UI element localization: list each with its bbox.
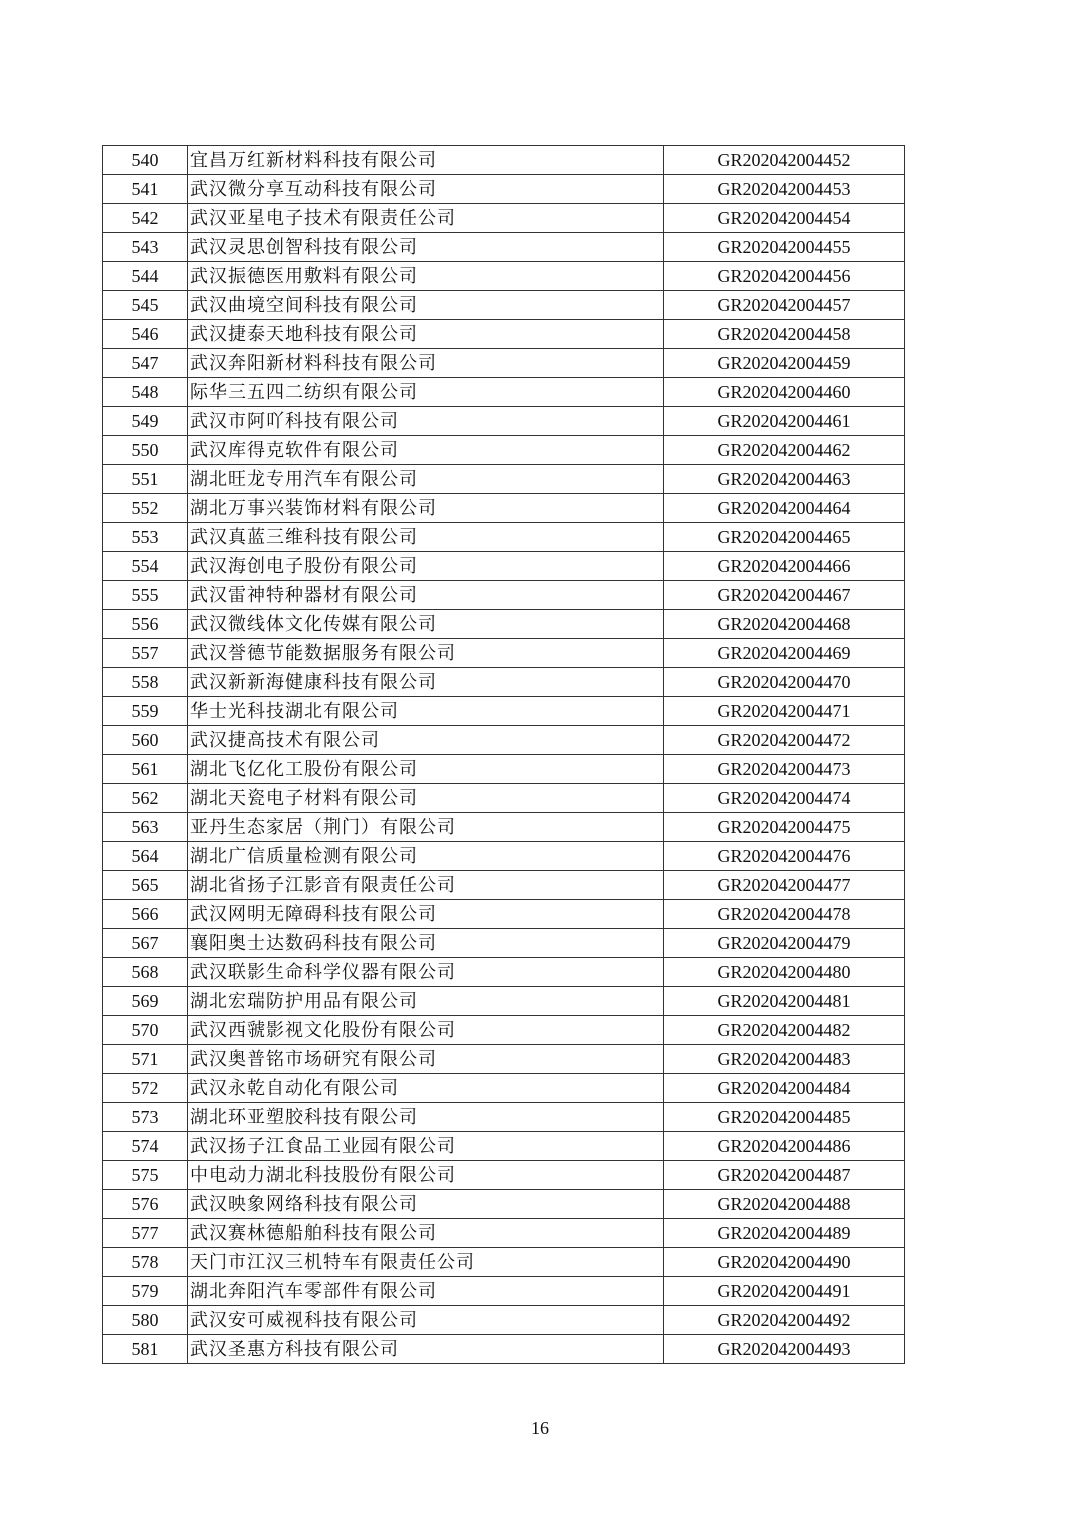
certificate-code: GR202042004485 xyxy=(664,1103,905,1132)
company-name: 宜昌万红新材料科技有限公司 xyxy=(188,146,664,175)
certificate-code: GR202042004474 xyxy=(664,784,905,813)
certificate-code: GR202042004466 xyxy=(664,552,905,581)
certificate-code: GR202042004480 xyxy=(664,958,905,987)
table-row xyxy=(103,784,905,813)
row-number: 580 xyxy=(103,1306,188,1335)
company-name: 中电动力湖北科技股份有限公司 xyxy=(188,1161,664,1190)
company-name: 武汉誉德节能数据服务有限公司 xyxy=(188,639,664,668)
row-number: 581 xyxy=(103,1335,188,1364)
table-row xyxy=(103,1219,905,1248)
table-row xyxy=(103,1132,905,1161)
company-name: 湖北奔阳汽车零部件有限公司 xyxy=(188,1277,664,1306)
certificate-code: GR202042004491 xyxy=(664,1277,905,1306)
table-row xyxy=(103,958,905,987)
certificate-code: GR202042004452 xyxy=(664,146,905,175)
company-name: 湖北飞亿化工股份有限公司 xyxy=(188,755,664,784)
company-name: 武汉库得克软件有限公司 xyxy=(188,436,664,465)
certificate-code: GR202042004453 xyxy=(664,175,905,204)
row-number: 563 xyxy=(103,813,188,842)
table-row xyxy=(103,900,905,929)
row-number: 545 xyxy=(103,291,188,320)
table-row xyxy=(103,610,905,639)
row-number: 556 xyxy=(103,610,188,639)
page-number: 16 xyxy=(531,1418,549,1438)
table-row xyxy=(103,291,905,320)
table-row xyxy=(103,320,905,349)
company-name: 武汉联影生命科学仪器有限公司 xyxy=(188,958,664,987)
company-name: 武汉映象网络科技有限公司 xyxy=(188,1190,664,1219)
table-row xyxy=(103,407,905,436)
certificate-code: GR202042004477 xyxy=(664,871,905,900)
row-number: 579 xyxy=(103,1277,188,1306)
company-name: 襄阳奥士达数码科技有限公司 xyxy=(188,929,664,958)
certificate-code: GR202042004489 xyxy=(664,1219,905,1248)
row-number: 572 xyxy=(103,1074,188,1103)
certificate-code: GR202042004487 xyxy=(664,1161,905,1190)
certificate-code: GR202042004492 xyxy=(664,1306,905,1335)
certificate-code: GR202042004475 xyxy=(664,813,905,842)
row-number: 551 xyxy=(103,465,188,494)
certificate-code: GR202042004469 xyxy=(664,639,905,668)
company-name: 武汉市阿吖科技有限公司 xyxy=(188,407,664,436)
certificate-code: GR202042004463 xyxy=(664,465,905,494)
company-name: 武汉扬子江食品工业园有限公司 xyxy=(188,1132,664,1161)
row-number: 576 xyxy=(103,1190,188,1219)
table-row xyxy=(103,233,905,262)
table-row xyxy=(103,552,905,581)
certificate-code: GR202042004459 xyxy=(664,349,905,378)
table-row xyxy=(103,639,905,668)
table-row xyxy=(103,987,905,1016)
table-row xyxy=(103,1074,905,1103)
table-row xyxy=(103,697,905,726)
table-row xyxy=(103,1248,905,1277)
table-row xyxy=(103,465,905,494)
company-name: 武汉雷神特种器材有限公司 xyxy=(188,581,664,610)
company-name: 武汉海创电子股份有限公司 xyxy=(188,552,664,581)
table-row xyxy=(103,929,905,958)
table-row xyxy=(103,1277,905,1306)
certificate-code: GR202042004471 xyxy=(664,697,905,726)
company-name: 湖北天瓷电子材料有限公司 xyxy=(188,784,664,813)
company-name: 武汉永乾自动化有限公司 xyxy=(188,1074,664,1103)
certificate-code: GR202042004493 xyxy=(664,1335,905,1364)
table-row xyxy=(103,494,905,523)
table-row xyxy=(103,755,905,784)
table-body xyxy=(103,146,905,1364)
row-number: 561 xyxy=(103,755,188,784)
table-row xyxy=(103,581,905,610)
row-number: 571 xyxy=(103,1045,188,1074)
row-number: 552 xyxy=(103,494,188,523)
row-number: 569 xyxy=(103,987,188,1016)
certificate-code: GR202042004460 xyxy=(664,378,905,407)
row-number: 547 xyxy=(103,349,188,378)
certificate-code: GR202042004470 xyxy=(664,668,905,697)
row-number: 566 xyxy=(103,900,188,929)
certificate-code: GR202042004484 xyxy=(664,1074,905,1103)
row-number: 573 xyxy=(103,1103,188,1132)
company-name: 武汉曲境空间科技有限公司 xyxy=(188,291,664,320)
company-name: 武汉捷泰天地科技有限公司 xyxy=(188,320,664,349)
row-number: 565 xyxy=(103,871,188,900)
certificate-code: GR202042004461 xyxy=(664,407,905,436)
certificate-code: GR202042004479 xyxy=(664,929,905,958)
company-name: 武汉灵思创智科技有限公司 xyxy=(188,233,664,262)
table-row xyxy=(103,262,905,291)
company-name: 武汉真蓝三维科技有限公司 xyxy=(188,523,664,552)
row-number: 567 xyxy=(103,929,188,958)
company-name: 湖北旺龙专用汽车有限公司 xyxy=(188,465,664,494)
table-row xyxy=(103,1190,905,1219)
table-row xyxy=(103,204,905,233)
table-row xyxy=(103,436,905,465)
row-number: 559 xyxy=(103,697,188,726)
row-number: 574 xyxy=(103,1132,188,1161)
row-number: 562 xyxy=(103,784,188,813)
table-row xyxy=(103,1335,905,1364)
row-number: 578 xyxy=(103,1248,188,1277)
row-number: 575 xyxy=(103,1161,188,1190)
company-name: 武汉捷高技术有限公司 xyxy=(188,726,664,755)
company-name: 天门市江汉三机特车有限责任公司 xyxy=(188,1248,664,1277)
table-row xyxy=(103,871,905,900)
certificate-code: GR202042004468 xyxy=(664,610,905,639)
company-name: 武汉网明无障碍科技有限公司 xyxy=(188,900,664,929)
company-name: 华士光科技湖北有限公司 xyxy=(188,697,664,726)
certificate-code: GR202042004472 xyxy=(664,726,905,755)
company-name: 湖北环亚塑胶科技有限公司 xyxy=(188,1103,664,1132)
table-row xyxy=(103,1161,905,1190)
row-number: 564 xyxy=(103,842,188,871)
row-number: 550 xyxy=(103,436,188,465)
company-name: 武汉新新海健康科技有限公司 xyxy=(188,668,664,697)
row-number: 554 xyxy=(103,552,188,581)
company-name: 湖北广信质量检测有限公司 xyxy=(188,842,664,871)
company-name: 武汉奥普铭市场研究有限公司 xyxy=(188,1045,664,1074)
certificate-code: GR202042004455 xyxy=(664,233,905,262)
table-row xyxy=(103,1103,905,1132)
row-number: 543 xyxy=(103,233,188,262)
certificate-code: GR202042004464 xyxy=(664,494,905,523)
row-number: 542 xyxy=(103,204,188,233)
certificate-code: GR202042004473 xyxy=(664,755,905,784)
row-number: 549 xyxy=(103,407,188,436)
certificate-code: GR202042004456 xyxy=(664,262,905,291)
certificate-code: GR202042004467 xyxy=(664,581,905,610)
table-row xyxy=(103,175,905,204)
certificate-code: GR202042004476 xyxy=(664,842,905,871)
row-number: 568 xyxy=(103,958,188,987)
table-row xyxy=(103,726,905,755)
company-table xyxy=(102,145,905,1364)
table-row xyxy=(103,1306,905,1335)
table-row xyxy=(103,1016,905,1045)
company-name: 武汉圣惠方科技有限公司 xyxy=(188,1335,664,1364)
row-number: 548 xyxy=(103,378,188,407)
table-row xyxy=(103,668,905,697)
company-name: 湖北宏瑞防护用品有限公司 xyxy=(188,987,664,1016)
company-name: 武汉西虢影视文化股份有限公司 xyxy=(188,1016,664,1045)
certificate-code: GR202042004462 xyxy=(664,436,905,465)
table-row xyxy=(103,349,905,378)
certificate-code: GR202042004488 xyxy=(664,1190,905,1219)
company-name: 武汉奔阳新材料科技有限公司 xyxy=(188,349,664,378)
table-row xyxy=(103,813,905,842)
certificate-code: GR202042004465 xyxy=(664,523,905,552)
row-number: 557 xyxy=(103,639,188,668)
company-name: 亚丹生态家居（荆门）有限公司 xyxy=(188,813,664,842)
row-number: 577 xyxy=(103,1219,188,1248)
row-number: 558 xyxy=(103,668,188,697)
row-number: 540 xyxy=(103,146,188,175)
row-number: 555 xyxy=(103,581,188,610)
row-number: 541 xyxy=(103,175,188,204)
company-name: 武汉亚星电子技术有限责任公司 xyxy=(188,204,664,233)
company-name: 际华三五四二纺织有限公司 xyxy=(188,378,664,407)
company-name: 武汉赛林德船舶科技有限公司 xyxy=(188,1219,664,1248)
certificate-code: GR202042004486 xyxy=(664,1132,905,1161)
row-number: 570 xyxy=(103,1016,188,1045)
certificate-code: GR202042004490 xyxy=(664,1248,905,1277)
certificate-code: GR202042004458 xyxy=(664,320,905,349)
company-name: 武汉微分享互动科技有限公司 xyxy=(188,175,664,204)
table-row xyxy=(103,842,905,871)
certificate-code: GR202042004457 xyxy=(664,291,905,320)
company-name: 武汉振德医用敷料有限公司 xyxy=(188,262,664,291)
row-number: 553 xyxy=(103,523,188,552)
company-name: 湖北省扬子江影音有限责任公司 xyxy=(188,871,664,900)
certificate-code: GR202042004481 xyxy=(664,987,905,1016)
company-name: 湖北万事兴装饰材料有限公司 xyxy=(188,494,664,523)
certificate-code: GR202042004483 xyxy=(664,1045,905,1074)
row-number: 546 xyxy=(103,320,188,349)
certificate-code: GR202042004478 xyxy=(664,900,905,929)
table-row xyxy=(103,523,905,552)
row-number: 544 xyxy=(103,262,188,291)
certificate-code: GR202042004482 xyxy=(664,1016,905,1045)
company-name: 武汉安可威视科技有限公司 xyxy=(188,1306,664,1335)
table-row xyxy=(103,378,905,407)
certificate-code: GR202042004454 xyxy=(664,204,905,233)
table-row xyxy=(103,1045,905,1074)
company-name: 武汉微线体文化传媒有限公司 xyxy=(188,610,664,639)
row-number: 560 xyxy=(103,726,188,755)
table-row xyxy=(103,146,905,175)
